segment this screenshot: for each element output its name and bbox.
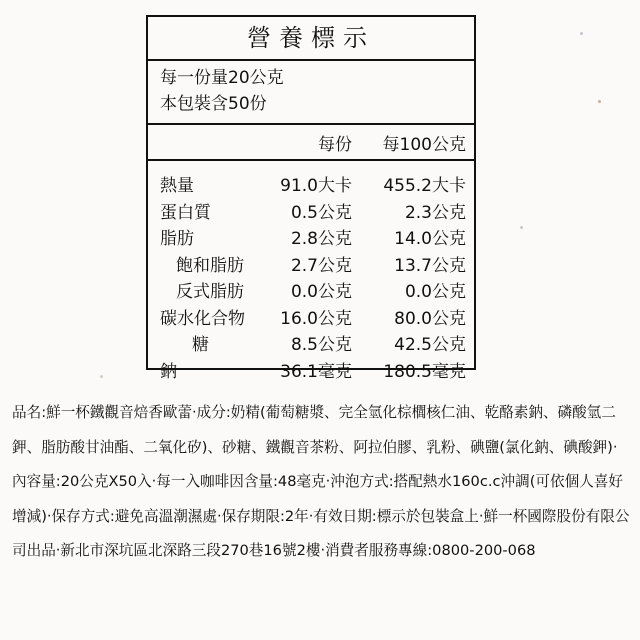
nutrient-per-100g: 0.0公克	[404, 282, 466, 302]
nutrient-name: 鈉	[160, 361, 177, 382]
nutrient-row-carbohydrate	[148, 306, 474, 333]
nutrient-per-serving: 16.0公克	[280, 308, 352, 329]
nutrient-per-100g: 80.0公克	[394, 308, 466, 329]
serving-size: 每一份量20公克	[160, 68, 284, 88]
servings-per-package: 本包裝含50份	[160, 94, 267, 114]
nutrient-per-100g: 2.3公克	[404, 202, 466, 223]
nutrient-per-100g: 180.5毫克	[383, 361, 466, 382]
nutrient-per-serving: 8.5公克	[290, 335, 352, 355]
nutrient-per-100g: 14.0公克	[394, 229, 466, 249]
nutrient-per-serving: 2.7公克	[290, 255, 352, 276]
label-title: 營養標示	[148, 17, 474, 61]
nutrient-name: 碳水化合物	[160, 308, 245, 329]
nutrient-row-trans-fat	[148, 279, 474, 306]
nutrient-per-serving: 0.0公克	[290, 282, 352, 302]
nutrient-name: 糖	[192, 335, 209, 355]
nutrient-row-energy	[148, 173, 474, 200]
nutrient-name: 反式脂肪	[176, 282, 244, 302]
nutrient-per-serving: 2.8公克	[290, 229, 352, 249]
col-per-serving: 每份	[318, 135, 352, 155]
nutrient-per-serving: 36.1毫克	[280, 361, 352, 382]
nutrient-row-sodium	[148, 359, 474, 386]
serving-info	[148, 61, 474, 125]
nutrient-per-serving: 0.5公克	[290, 202, 352, 223]
speckle	[580, 32, 583, 35]
nutrient-per-100g: 42.5公克	[394, 335, 466, 355]
nutrient-per-serving: 91.0大卡	[280, 176, 352, 196]
product-info-text: 品名:鮮一杯鐵觀音焙香歐蕾‧成分:奶精(葡萄糖漿、完全氫化棕櫚核仁油、乾酪素鈉、磷酸氫二鉀、脂肪酸甘油酯、二氧化矽)、砂糖、鐵觀音茶粉、阿拉伯膠、乳粉、碘鹽(氯化鈉、碘酸鉀)‧內容量:20公克X50入‧每一入咖啡因含量:48毫克‧沖泡方式:搭配熱水160c.c沖調(可依個人喜好增減)‧保存方式:避免高溫潮濕處‧保存期限:2年‧有效日期:標示於包裝盒上‧鮮一杯國際股份有限公司出品‧新北市深坑區北深路三段270巷16號2樓‧消費者服務專線:0800-200-068	[12, 404, 630, 559]
nutrition-label	[146, 15, 476, 382]
nutrient-name: 飽和脂肪	[176, 255, 244, 276]
nutrient-rows	[148, 161, 474, 385]
speckle	[100, 375, 103, 378]
nutrient-per-100g: 455.2大卡	[383, 176, 466, 196]
column-headers	[148, 125, 474, 161]
nutrient-name: 脂肪	[160, 229, 194, 249]
nutrient-row-fat	[148, 226, 474, 253]
nutrient-row-sugar	[148, 332, 474, 359]
nutrient-name: 蛋白質	[160, 202, 211, 223]
speckle	[520, 226, 523, 229]
col-per-100g: 每100公克	[382, 135, 466, 155]
nutrient-row-saturated-fat	[148, 253, 474, 280]
speckle	[598, 100, 601, 103]
nutrient-row-protein	[148, 200, 474, 227]
nutrient-per-100g: 13.7公克	[394, 255, 466, 276]
nutrient-name: 熱量	[160, 176, 194, 196]
